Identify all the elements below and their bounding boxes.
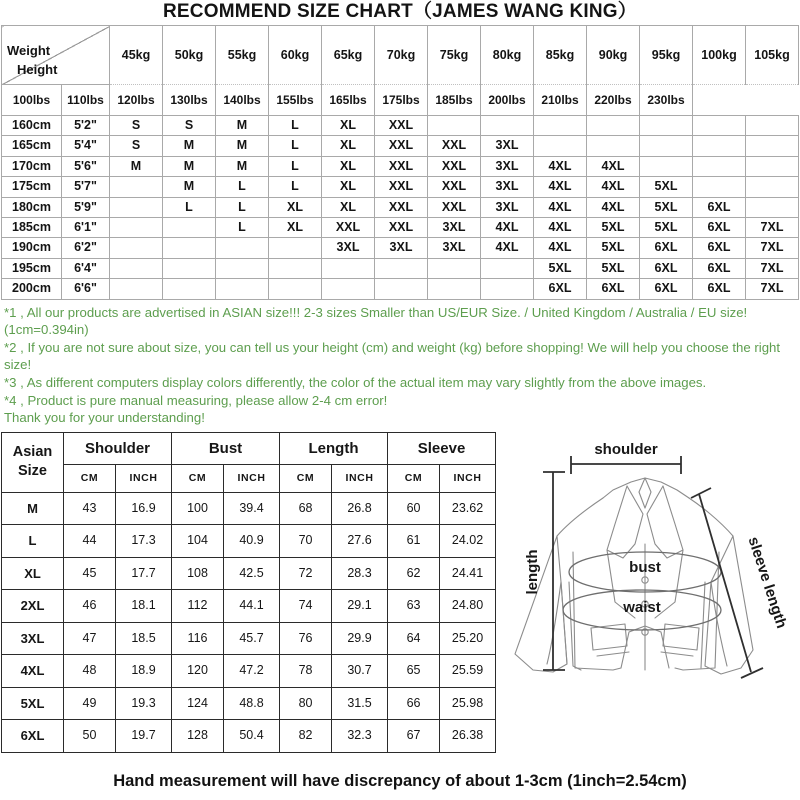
- measure-unit-shoulder-inch: INCH: [116, 464, 172, 492]
- size-cell-r8-c11: 6XL: [693, 279, 746, 299]
- size-cell-r0-c0: S: [110, 116, 163, 136]
- size-chart-body: [2, 116, 799, 300]
- size-cell-r6-c12: 7XL: [746, 238, 799, 258]
- table-row: [2, 238, 799, 258]
- size-cell-r3-c9: 4XL: [587, 177, 640, 197]
- measure-sleeve-in-r5: 25.59: [440, 655, 496, 688]
- size-cell-r0-c6: [428, 116, 481, 136]
- table-row: [2, 525, 496, 558]
- size-cell-r7-c6: [428, 258, 481, 278]
- size-cell-r5-c1: [163, 218, 216, 238]
- height-ft-6: 6'2": [62, 238, 110, 258]
- size-cell-r6-c3: [269, 238, 322, 258]
- measure-unit-length-inch: INCH: [332, 464, 388, 492]
- size-cell-r0-c5: XXL: [375, 116, 428, 136]
- asian-size-line1: Asian: [12, 444, 53, 461]
- weight-lbs-header-11: 220lbs: [587, 85, 640, 116]
- diagram-shoulder-label: shoulder: [594, 440, 658, 458]
- size-cell-r3-c6: XXL: [428, 177, 481, 197]
- measure-length-in-r4: 29.9: [332, 622, 388, 655]
- height-ft-8: 6'6": [62, 279, 110, 299]
- measure-length-cm-r5: 78: [280, 655, 332, 688]
- size-cell-r8-c7: [481, 279, 534, 299]
- measurement-header: [2, 432, 496, 492]
- measure-bust-in-r2: 42.5: [224, 557, 280, 590]
- measure-shoulder-cm-r5: 48: [64, 655, 116, 688]
- size-cell-r2-c6: XXL: [428, 156, 481, 176]
- measure-sleeve-cm-r3: 63: [388, 590, 440, 623]
- height-ft-7: 6'4": [62, 258, 110, 278]
- weight-kg-header-10: 95kg: [640, 26, 693, 85]
- size-cell-r7-c3: [269, 258, 322, 278]
- table-row: [2, 687, 496, 720]
- size-cell-r6-c2: [216, 238, 269, 258]
- footer-note: Hand measurement will have discrepancy of about 1-3cm (1inch=2.54cm): [113, 771, 687, 790]
- measure-length-in-r7: 32.3: [332, 720, 388, 753]
- measure-size-4xl: 4XL: [2, 655, 64, 688]
- size-cell-r2-c3: L: [269, 156, 322, 176]
- size-cell-r2-c10: [640, 156, 693, 176]
- measure-size-m: M: [2, 492, 64, 525]
- measure-sleeve-in-r4: 25.20: [440, 622, 496, 655]
- height-cm-8: 200cm: [2, 279, 62, 299]
- asian-size-header: [2, 432, 64, 492]
- measure-shoulder-in-r7: 19.7: [116, 720, 172, 753]
- measure-shoulder-in-r1: 17.3: [116, 525, 172, 558]
- measure-bust-cm-r3: 112: [172, 590, 224, 623]
- weight-kg-header-row: [2, 26, 799, 85]
- size-cell-r4-c4: XL: [322, 197, 375, 217]
- measure-unit-bust-cm: CM: [172, 464, 224, 492]
- weight-lbs-header-1: 110lbs: [62, 85, 110, 116]
- weight-axis-label: Weight: [7, 43, 51, 58]
- weight-lbs-header-7: 175lbs: [375, 85, 428, 116]
- axis-corner-cell: [2, 26, 110, 85]
- weight-kg-header-4: 65kg: [322, 26, 375, 85]
- measurement-body: [2, 492, 496, 752]
- weight-lbs-header-5: 155lbs: [269, 85, 322, 116]
- measure-shoulder-in-r3: 18.1: [116, 590, 172, 623]
- measure-shoulder-cm-r7: 50: [64, 720, 116, 753]
- size-cell-r4-c6: XXL: [428, 197, 481, 217]
- size-cell-r3-c11: [693, 177, 746, 197]
- height-cm-2: 170cm: [2, 156, 62, 176]
- jacket-svg: [495, 432, 795, 762]
- measure-size-6xl: 6XL: [2, 720, 64, 753]
- size-cell-r4-c12: [746, 197, 799, 217]
- size-cell-r5-c6: 3XL: [428, 218, 481, 238]
- size-cell-r5-c11: 6XL: [693, 218, 746, 238]
- size-cell-r4-c2: L: [216, 197, 269, 217]
- measure-shoulder-in-r0: 16.9: [116, 492, 172, 525]
- size-cell-r0-c1: S: [163, 116, 216, 136]
- table-row: [2, 655, 496, 688]
- size-cell-r8-c10: 6XL: [640, 279, 693, 299]
- table-row: [2, 258, 799, 278]
- weight-lbs-header-12: 230lbs: [640, 85, 693, 116]
- size-cell-r1-c7: 3XL: [481, 136, 534, 156]
- weight-kg-header-2: 55kg: [216, 26, 269, 85]
- page-title: RECOMMEND SIZE CHART（JAMES WANG KING）: [163, 1, 637, 22]
- measure-size-xl: XL: [2, 557, 64, 590]
- table-row: [2, 720, 496, 753]
- size-cell-r4-c1: L: [163, 197, 216, 217]
- measure-bust-in-r5: 47.2: [224, 655, 280, 688]
- table-row: [2, 136, 799, 156]
- size-cell-r5-c0: [110, 218, 163, 238]
- measure-shoulder-cm-r0: 43: [64, 492, 116, 525]
- weight-kg-header-1: 50kg: [163, 26, 216, 85]
- weight-kg-header-12: 105kg: [746, 26, 799, 85]
- weight-lbs-header-9: 200lbs: [481, 85, 534, 116]
- size-cell-r2-c11: [693, 156, 746, 176]
- size-cell-r6-c8: 4XL: [534, 238, 587, 258]
- size-cell-r1-c3: L: [269, 136, 322, 156]
- size-cell-r7-c1: [163, 258, 216, 278]
- weight-kg-header-7: 80kg: [481, 26, 534, 85]
- height-ft-2: 5'6": [62, 156, 110, 176]
- note-3: *3 , As different computers display colors differently, the color of the actual item may vary slightly from the above images.: [4, 375, 707, 391]
- measure-sleeve-in-r2: 24.41: [440, 557, 496, 590]
- measure-shoulder-cm-r6: 49: [64, 687, 116, 720]
- height-axis-label: Height: [17, 62, 58, 77]
- height-cm-7: 195cm: [2, 258, 62, 278]
- height-cm-0: 160cm: [2, 116, 62, 136]
- size-cell-r7-c2: [216, 258, 269, 278]
- measure-bust-cm-r6: 124: [172, 687, 224, 720]
- height-cm-4: 180cm: [2, 197, 62, 217]
- size-cell-r2-c9: 4XL: [587, 156, 640, 176]
- measure-length-cm-r3: 74: [280, 590, 332, 623]
- table-row: [2, 156, 799, 176]
- measure-size-l: L: [2, 525, 64, 558]
- size-cell-r5-c3: XL: [269, 218, 322, 238]
- measure-unit-sleeve-cm: CM: [388, 464, 440, 492]
- measure-length-in-r5: 30.7: [332, 655, 388, 688]
- size-cell-r1-c9: [587, 136, 640, 156]
- table-row: [2, 177, 799, 197]
- size-cell-r3-c3: L: [269, 177, 322, 197]
- diagram-sleeve-length-label: sleeve length: [744, 534, 791, 631]
- measure-shoulder-in-r6: 19.3: [116, 687, 172, 720]
- size-cell-r1-c8: [534, 136, 587, 156]
- size-cell-r2-c7: 3XL: [481, 156, 534, 176]
- asian-size-line2: Size: [17, 463, 47, 480]
- size-cell-r7-c7: [481, 258, 534, 278]
- note-2: *2 , If you are not sure about size, you can tell us your height (cm) and weight (kg) before shopping! We will help you choose the right size!: [4, 339, 781, 373]
- measure-sleeve-cm-r6: 66: [388, 687, 440, 720]
- diagram-waist-label: waist: [623, 598, 661, 616]
- weight-lbs-header-4: 140lbs: [216, 85, 269, 116]
- diagram-length-label: length: [524, 549, 541, 595]
- weight-kg-header-11: 100kg: [693, 26, 746, 85]
- size-cell-r2-c8: 4XL: [534, 156, 587, 176]
- table-row: [2, 557, 496, 590]
- size-cell-r0-c9: [587, 116, 640, 136]
- measure-unit-length-cm: CM: [280, 464, 332, 492]
- measure-group-bust: Bust: [172, 432, 280, 464]
- size-cell-r1-c4: XL: [322, 136, 375, 156]
- measure-bust-cm-r1: 104: [172, 525, 224, 558]
- measure-shoulder-cm-r4: 47: [64, 622, 116, 655]
- size-cell-r4-c11: 6XL: [693, 197, 746, 217]
- measure-sleeve-in-r1: 24.02: [440, 525, 496, 558]
- size-cell-r0-c7: [481, 116, 534, 136]
- height-cm-5: 185cm: [2, 218, 62, 238]
- size-cell-r6-c11: 6XL: [693, 238, 746, 258]
- measure-length-in-r2: 28.3: [332, 557, 388, 590]
- size-cell-r5-c4: XXL: [322, 218, 375, 238]
- size-cell-r1-c10: [640, 136, 693, 156]
- size-cell-r1-c11: [693, 136, 746, 156]
- size-cell-r2-c4: XL: [322, 156, 375, 176]
- height-cm-6: 190cm: [2, 238, 62, 258]
- size-cell-r7-c4: [322, 258, 375, 278]
- size-cell-r6-c10: 6XL: [640, 238, 693, 258]
- size-cell-r8-c9: 6XL: [587, 279, 640, 299]
- size-cell-r0-c8: [534, 116, 587, 136]
- size-cell-r1-c5: XXL: [375, 136, 428, 156]
- size-cell-r4-c10: 5XL: [640, 197, 693, 217]
- weight-kg-header-6: 75kg: [428, 26, 481, 85]
- size-cell-r5-c2: L: [216, 218, 269, 238]
- height-ft-0: 5'2": [62, 116, 110, 136]
- size-cell-r8-c5: [375, 279, 428, 299]
- measure-shoulder-in-r4: 18.5: [116, 622, 172, 655]
- jacket-measurement-diagram: [495, 432, 795, 762]
- size-cell-r7-c9: 5XL: [587, 258, 640, 278]
- measure-unit-shoulder-cm: CM: [64, 464, 116, 492]
- table-row: [2, 218, 799, 238]
- size-cell-r5-c7: 4XL: [481, 218, 534, 238]
- weight-lbs-header-2: 120lbs: [110, 85, 163, 116]
- measure-length-cm-r2: 72: [280, 557, 332, 590]
- table-row: [2, 492, 496, 525]
- size-cell-r3-c2: L: [216, 177, 269, 197]
- size-cell-r3-c7: 3XL: [481, 177, 534, 197]
- size-cell-r2-c5: XXL: [375, 156, 428, 176]
- size-cell-r2-c0: M: [110, 156, 163, 176]
- weight-kg-header-3: 60kg: [269, 26, 322, 85]
- weight-lbs-header-10: 210lbs: [534, 85, 587, 116]
- note-4: *4 , Product is pure manual measuring, please allow 2-4 cm error!: [4, 392, 388, 408]
- size-cell-r3-c0: [110, 177, 163, 197]
- size-cell-r3-c8: 4XL: [534, 177, 587, 197]
- size-cell-r6-c0: [110, 238, 163, 258]
- measure-sleeve-cm-r1: 61: [388, 525, 440, 558]
- size-cell-r2-c12: [746, 156, 799, 176]
- measure-unit-sleeve-inch: INCH: [440, 464, 496, 492]
- measure-sleeve-in-r7: 26.38: [440, 720, 496, 753]
- weight-kg-header-5: 70kg: [375, 26, 428, 85]
- size-cell-r8-c6: [428, 279, 481, 299]
- size-chart-header: [2, 26, 799, 116]
- weight-lbs-header-0: 100lbs: [2, 85, 62, 116]
- size-cell-r8-c1: [163, 279, 216, 299]
- size-cell-r2-c1: M: [163, 156, 216, 176]
- recommend-size-chart: [1, 25, 799, 300]
- measure-shoulder-cm-r2: 45: [64, 557, 116, 590]
- size-cell-r7-c5: [375, 258, 428, 278]
- weight-kg-header-0: 45kg: [110, 26, 163, 85]
- size-cell-r3-c1: M: [163, 177, 216, 197]
- size-cell-r1-c12: [746, 136, 799, 156]
- size-cell-r7-c10: 6XL: [640, 258, 693, 278]
- size-cell-r5-c10: 5XL: [640, 218, 693, 238]
- size-cell-r6-c1: [163, 238, 216, 258]
- table-row: [2, 590, 496, 623]
- weight-lbs-header-8: 185lbs: [428, 85, 481, 116]
- measure-sleeve-cm-r5: 65: [388, 655, 440, 688]
- size-cell-r3-c12: [746, 177, 799, 197]
- size-cell-r4-c3: XL: [269, 197, 322, 217]
- height-ft-1: 5'4": [62, 136, 110, 156]
- measure-sleeve-in-r0: 23.62: [440, 492, 496, 525]
- measure-sleeve-cm-r7: 67: [388, 720, 440, 753]
- weight-lbs-header-row: [2, 85, 799, 116]
- size-cell-r0-c3: L: [269, 116, 322, 136]
- note-5: Thank you for your understanding!: [4, 410, 205, 426]
- measure-bust-in-r7: 50.4: [224, 720, 280, 753]
- height-ft-4: 5'9": [62, 197, 110, 217]
- size-cell-r0-c2: M: [216, 116, 269, 136]
- size-cell-r8-c8: 6XL: [534, 279, 587, 299]
- size-cell-r0-c12: [746, 116, 799, 136]
- diagram-bust-label: bust: [629, 558, 661, 576]
- size-cell-r0-c11: [693, 116, 746, 136]
- size-cell-r6-c7: 4XL: [481, 238, 534, 258]
- size-cell-r1-c2: M: [216, 136, 269, 156]
- measure-group-length: Length: [280, 432, 388, 464]
- note-1: *1 , All our products are advertised in ASIAN size!!! 2-3 sizes Smaller than US/EUR Size. / United Kingdom / Australia / EU size! (1cm=0.394in): [4, 304, 748, 338]
- size-cell-r8-c12: 7XL: [746, 279, 799, 299]
- height-cm-1: 165cm: [2, 136, 62, 156]
- measure-group-shoulder: Shoulder: [64, 432, 172, 464]
- measure-sleeve-cm-r2: 62: [388, 557, 440, 590]
- height-ft-5: 6'1": [62, 218, 110, 238]
- measure-shoulder-cm-r1: 44: [64, 525, 116, 558]
- size-cell-r7-c8: 5XL: [534, 258, 587, 278]
- table-row: [2, 116, 799, 136]
- size-cell-r3-c5: XXL: [375, 177, 428, 197]
- measure-length-cm-r6: 80: [280, 687, 332, 720]
- size-cell-r3-c10: 5XL: [640, 177, 693, 197]
- size-cell-r1-c1: M: [163, 136, 216, 156]
- notes-block: [0, 300, 798, 427]
- measure-length-cm-r1: 70: [280, 525, 332, 558]
- measure-bust-cm-r5: 120: [172, 655, 224, 688]
- measure-bust-cm-r2: 108: [172, 557, 224, 590]
- size-cell-r4-c7: 3XL: [481, 197, 534, 217]
- measurement-table: [1, 432, 496, 753]
- size-cell-r0-c4: XL: [322, 116, 375, 136]
- weight-lbs-header-6: 165lbs: [322, 85, 375, 116]
- measure-length-in-r3: 29.1: [332, 590, 388, 623]
- measure-size-3xl: 3XL: [2, 622, 64, 655]
- weight-kg-header-9: 90kg: [587, 26, 640, 85]
- measure-bust-cm-r4: 116: [172, 622, 224, 655]
- size-cell-r3-c4: XL: [322, 177, 375, 197]
- measure-bust-in-r3: 44.1: [224, 590, 280, 623]
- size-cell-r1-c6: XXL: [428, 136, 481, 156]
- measure-length-cm-r4: 76: [280, 622, 332, 655]
- size-cell-r5-c12: 7XL: [746, 218, 799, 238]
- table-row: [2, 622, 496, 655]
- size-cell-r7-c11: 6XL: [693, 258, 746, 278]
- measure-sleeve-in-r6: 25.98: [440, 687, 496, 720]
- height-cm-3: 175cm: [2, 177, 62, 197]
- measure-size-2xl: 2XL: [2, 590, 64, 623]
- size-cell-r8-c0: [110, 279, 163, 299]
- measure-bust-in-r4: 45.7: [224, 622, 280, 655]
- size-cell-r5-c9: 5XL: [587, 218, 640, 238]
- measure-bust-in-r6: 48.8: [224, 687, 280, 720]
- measure-sleeve-cm-r4: 64: [388, 622, 440, 655]
- measure-sleeve-in-r3: 24.80: [440, 590, 496, 623]
- measure-length-cm-r7: 82: [280, 720, 332, 753]
- size-cell-r7-c12: 7XL: [746, 258, 799, 278]
- measurement-group-row: [2, 432, 496, 464]
- size-cell-r4-c5: XXL: [375, 197, 428, 217]
- size-cell-r8-c3: [269, 279, 322, 299]
- size-cell-r0-c10: [640, 116, 693, 136]
- table-row: [2, 279, 799, 299]
- weight-kg-header-8: 85kg: [534, 26, 587, 85]
- size-cell-r5-c8: 4XL: [534, 218, 587, 238]
- measure-bust-cm-r0: 100: [172, 492, 224, 525]
- size-cell-r2-c2: M: [216, 156, 269, 176]
- size-cell-r4-c8: 4XL: [534, 197, 587, 217]
- size-cell-r6-c9: 5XL: [587, 238, 640, 258]
- measure-group-sleeve: Sleeve: [388, 432, 496, 464]
- measure-unit-bust-inch: INCH: [224, 464, 280, 492]
- lower-section: [0, 432, 800, 768]
- measure-shoulder-in-r5: 18.9: [116, 655, 172, 688]
- measure-shoulder-in-r2: 17.7: [116, 557, 172, 590]
- size-cell-r8-c4: [322, 279, 375, 299]
- measure-length-in-r1: 27.6: [332, 525, 388, 558]
- measure-shoulder-cm-r3: 46: [64, 590, 116, 623]
- measure-bust-cm-r7: 128: [172, 720, 224, 753]
- height-ft-3: 5'7": [62, 177, 110, 197]
- measure-length-in-r6: 31.5: [332, 687, 388, 720]
- size-cell-r6-c6: 3XL: [428, 238, 481, 258]
- measure-size-5xl: 5XL: [2, 687, 64, 720]
- size-cell-r8-c2: [216, 279, 269, 299]
- measurement-unit-row: [2, 464, 496, 492]
- size-cell-r5-c5: XXL: [375, 218, 428, 238]
- size-cell-r4-c0: [110, 197, 163, 217]
- size-cell-r7-c0: [110, 258, 163, 278]
- weight-lbs-header-3: 130lbs: [163, 85, 216, 116]
- measure-length-cm-r0: 68: [280, 492, 332, 525]
- table-row: [2, 197, 799, 217]
- size-cell-r1-c0: S: [110, 136, 163, 156]
- size-cell-r6-c4: 3XL: [322, 238, 375, 258]
- size-cell-r6-c5: 3XL: [375, 238, 428, 258]
- size-cell-r4-c9: 4XL: [587, 197, 640, 217]
- measure-bust-in-r0: 39.4: [224, 492, 280, 525]
- measure-sleeve-cm-r0: 60: [388, 492, 440, 525]
- measure-length-in-r0: 26.8: [332, 492, 388, 525]
- measure-bust-in-r1: 40.9: [224, 525, 280, 558]
